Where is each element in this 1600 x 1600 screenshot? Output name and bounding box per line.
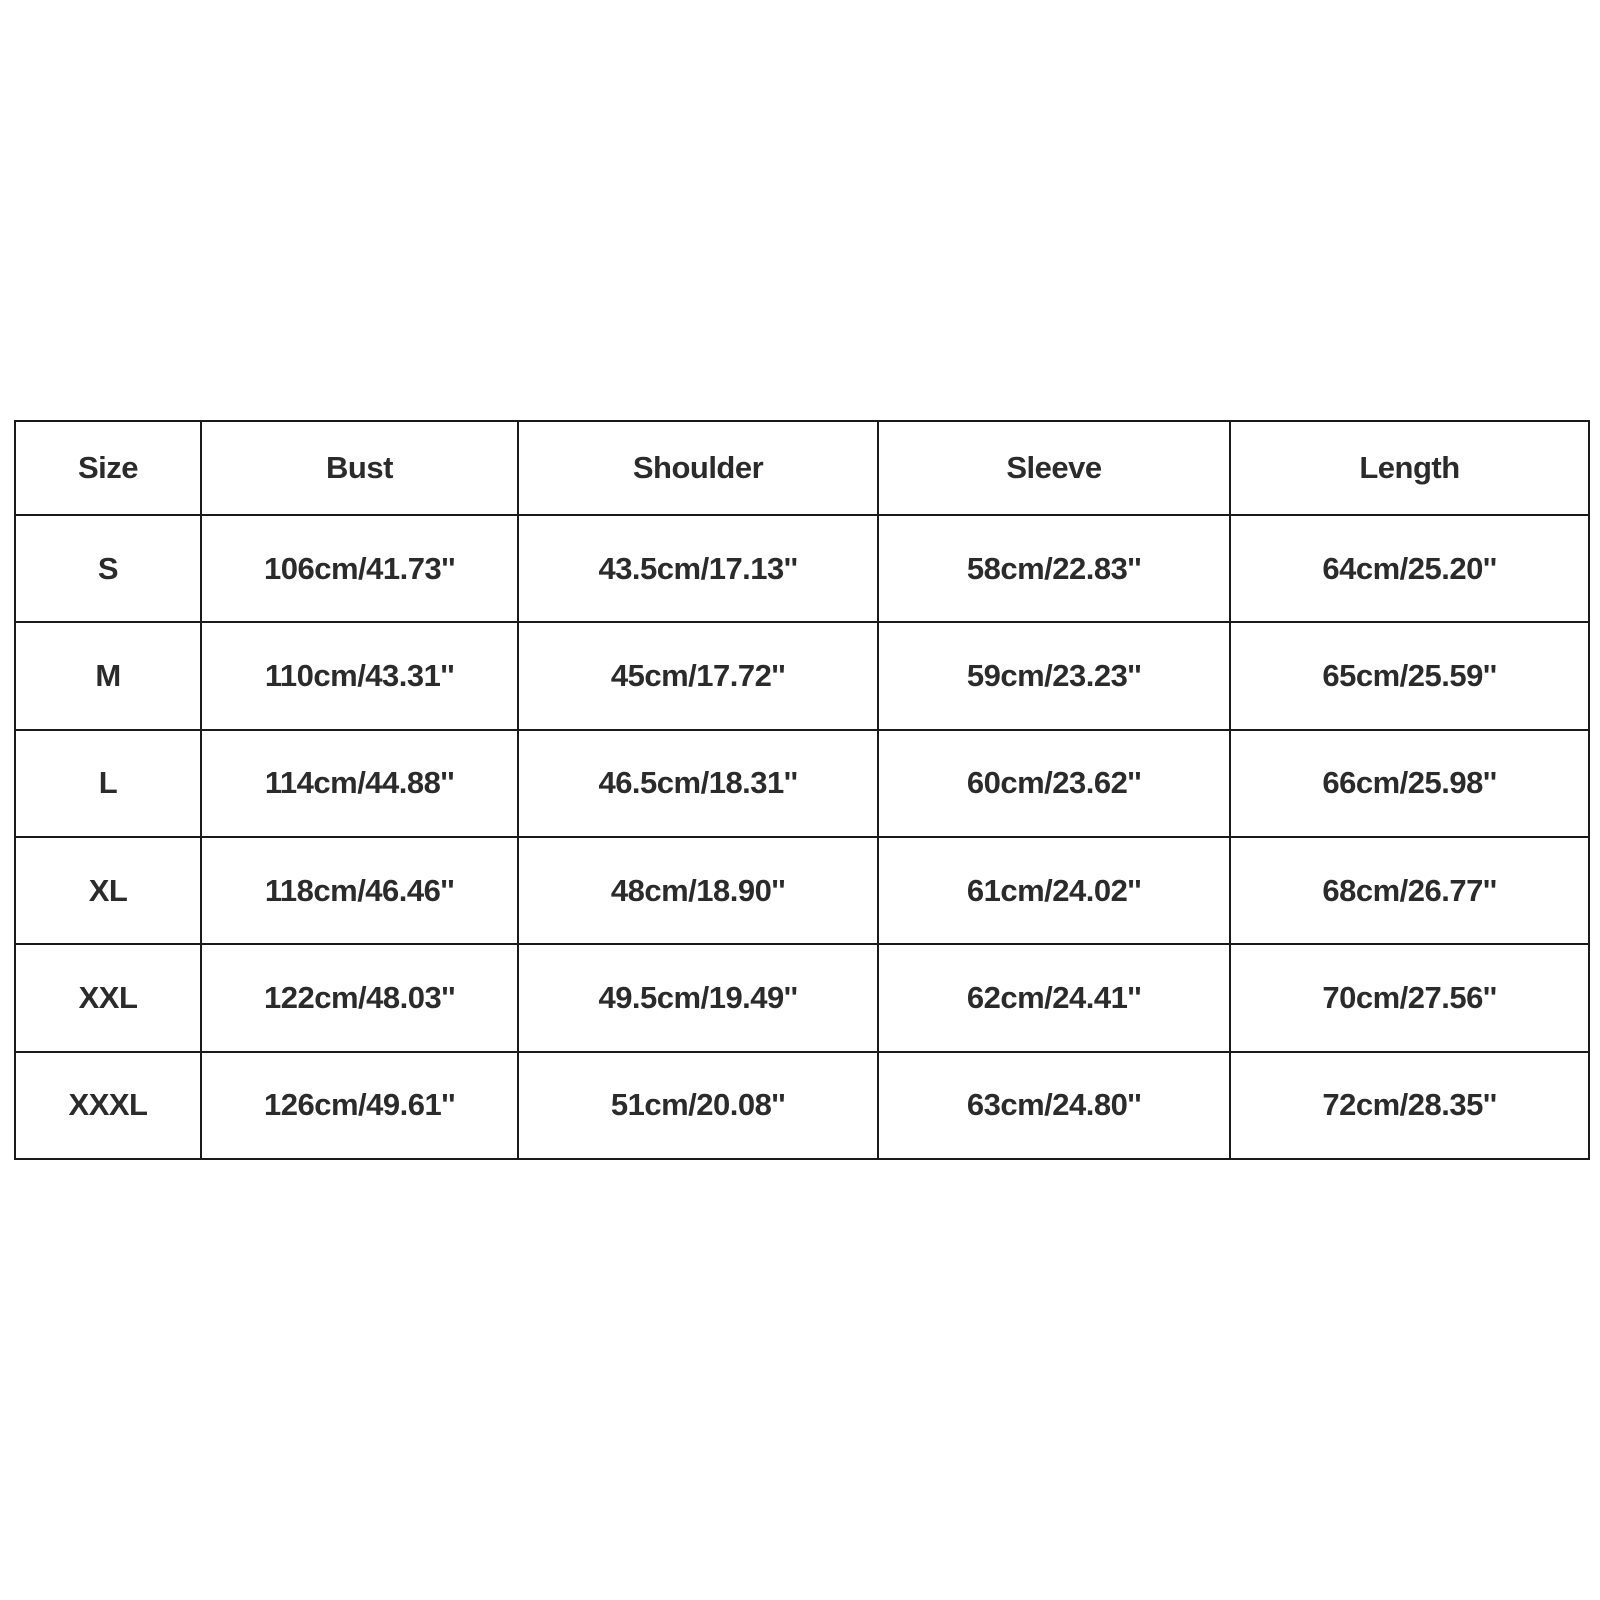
size-chart-table: [14, 420, 1590, 1160]
table-row: [15, 515, 1589, 622]
cell-sleeve: 61cm/24.02'': [878, 837, 1230, 944]
header-sleeve: Sleeve: [878, 421, 1230, 515]
header-bust: Bust: [201, 421, 518, 515]
cell-bust: 114cm/44.88'': [201, 730, 518, 837]
cell-sleeve: 59cm/23.23'': [878, 622, 1230, 729]
cell-shoulder: 43.5cm/17.13'': [518, 515, 878, 622]
header-length: Length: [1230, 421, 1589, 515]
cell-size: XXXL: [15, 1052, 201, 1159]
cell-sleeve: 60cm/23.62'': [878, 730, 1230, 837]
table-row: [15, 944, 1589, 1051]
cell-size: XL: [15, 837, 201, 944]
table-row: [15, 730, 1589, 837]
cell-shoulder: 51cm/20.08'': [518, 1052, 878, 1159]
cell-size: XXL: [15, 944, 201, 1051]
cell-bust: 110cm/43.31'': [201, 622, 518, 729]
table-row: [15, 622, 1589, 729]
cell-size: S: [15, 515, 201, 622]
table-row: [15, 1052, 1589, 1159]
cell-length: 70cm/27.56'': [1230, 944, 1589, 1051]
table-header-row: [15, 421, 1589, 515]
cell-shoulder: 46.5cm/18.31'': [518, 730, 878, 837]
table-row: [15, 837, 1589, 944]
cell-length: 66cm/25.98'': [1230, 730, 1589, 837]
cell-size: M: [15, 622, 201, 729]
cell-sleeve: 62cm/24.41'': [878, 944, 1230, 1051]
cell-length: 68cm/26.77'': [1230, 837, 1589, 944]
cell-length: 64cm/25.20'': [1230, 515, 1589, 622]
cell-shoulder: 49.5cm/19.49'': [518, 944, 878, 1051]
cell-shoulder: 45cm/17.72'': [518, 622, 878, 729]
header-shoulder: Shoulder: [518, 421, 878, 515]
cell-bust: 106cm/41.73'': [201, 515, 518, 622]
cell-bust: 122cm/48.03'': [201, 944, 518, 1051]
cell-length: 72cm/28.35'': [1230, 1052, 1589, 1159]
cell-bust: 126cm/49.61'': [201, 1052, 518, 1159]
cell-shoulder: 48cm/18.90'': [518, 837, 878, 944]
cell-bust: 118cm/46.46'': [201, 837, 518, 944]
cell-size: L: [15, 730, 201, 837]
cell-length: 65cm/25.59'': [1230, 622, 1589, 729]
cell-sleeve: 58cm/22.83'': [878, 515, 1230, 622]
header-size: Size: [15, 421, 201, 515]
cell-sleeve: 63cm/24.80'': [878, 1052, 1230, 1159]
